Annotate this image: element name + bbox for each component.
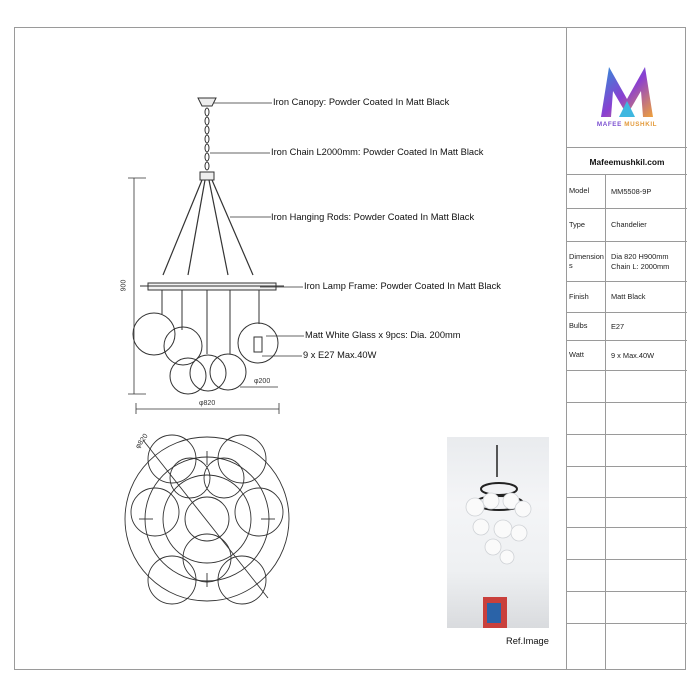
leader-lines (210, 103, 304, 356)
callout-bulb: 9 x E27 Max.40W (303, 350, 377, 360)
hanging-rods (163, 180, 253, 275)
empty-row (567, 402, 687, 434)
empty-row (567, 466, 687, 497)
empty-cell (605, 467, 687, 497)
empty-row (567, 623, 687, 670)
spec-row-watt (567, 340, 687, 370)
empty-cell (605, 560, 687, 591)
empty-cell (605, 435, 687, 466)
spec-value: E27 (605, 313, 687, 340)
spec-row-dimensions (567, 241, 687, 281)
spec-value: Dia 820 H900mm Chain L: 2000mm (605, 242, 687, 281)
spec-label: Model (569, 186, 590, 196)
spec-row-bulbs (567, 312, 687, 340)
empty-row (567, 591, 687, 623)
callout-rods: Iron Hanging Rods: Powder Coated In Matt Black (271, 212, 475, 222)
spec-panel (566, 27, 687, 670)
empty-row (567, 434, 687, 466)
callout-glass: Matt White Glass x 9pcs: Dia. 200mm (305, 330, 461, 340)
spec-label: Watt (569, 350, 584, 360)
spec-label: Bulbs (569, 321, 588, 331)
empty-row (567, 497, 687, 527)
empty-row (567, 527, 687, 559)
empty-cell (605, 403, 687, 434)
empty-row (567, 370, 687, 402)
spec-label: Type (569, 219, 586, 229)
spec-row-finish (567, 281, 687, 312)
chandelier-photo-sketch (447, 437, 549, 628)
callout-frame: Iron Lamp Frame: Powder Coated In Matt Black (304, 281, 501, 291)
drop-rods (162, 290, 259, 354)
chain (205, 108, 209, 170)
spec-value: Chandelier (605, 209, 687, 241)
reference-image (447, 437, 549, 628)
logo-word-mushkil: MUSHKIL (624, 121, 658, 128)
ref-image-caption: Ref.Image (506, 636, 549, 646)
mafee-mushkil-logo-icon (597, 61, 657, 119)
empty-cell (605, 528, 687, 559)
spec-value: 9 x Max.40W (605, 341, 687, 370)
spec-label: Dimensions (569, 251, 604, 270)
brand-website: Mafeemushkil.com (567, 147, 687, 175)
height-label: 900 (120, 279, 128, 292)
plan-view (125, 432, 289, 604)
empty-cell (605, 371, 687, 402)
diameter-label: φ820 (199, 400, 216, 407)
canopy-shape (198, 98, 216, 106)
empty-row (567, 559, 687, 591)
callout-chain: Iron Chain L2000mm: Powder Coated In Matt Black (271, 147, 484, 157)
empty-cell (605, 498, 687, 527)
spec-row-type (567, 208, 687, 241)
spec-value: MM5508-9P (605, 175, 687, 208)
glass-diameter-label: φ200 (254, 378, 271, 385)
plan-diameter-label: φ820 (134, 432, 150, 451)
chain-hub (200, 172, 214, 180)
spec-value: Matt Black (605, 282, 687, 312)
logo-word-mafee: MAFEE (596, 121, 622, 128)
spec-row-model (567, 174, 687, 208)
spec-label: Finish (569, 291, 589, 301)
logo-wordmark (567, 121, 687, 128)
callout-canopy: Iron Canopy: Powder Coated In Matt Black (273, 97, 450, 107)
empty-cell (605, 592, 687, 623)
empty-cell (605, 624, 687, 670)
